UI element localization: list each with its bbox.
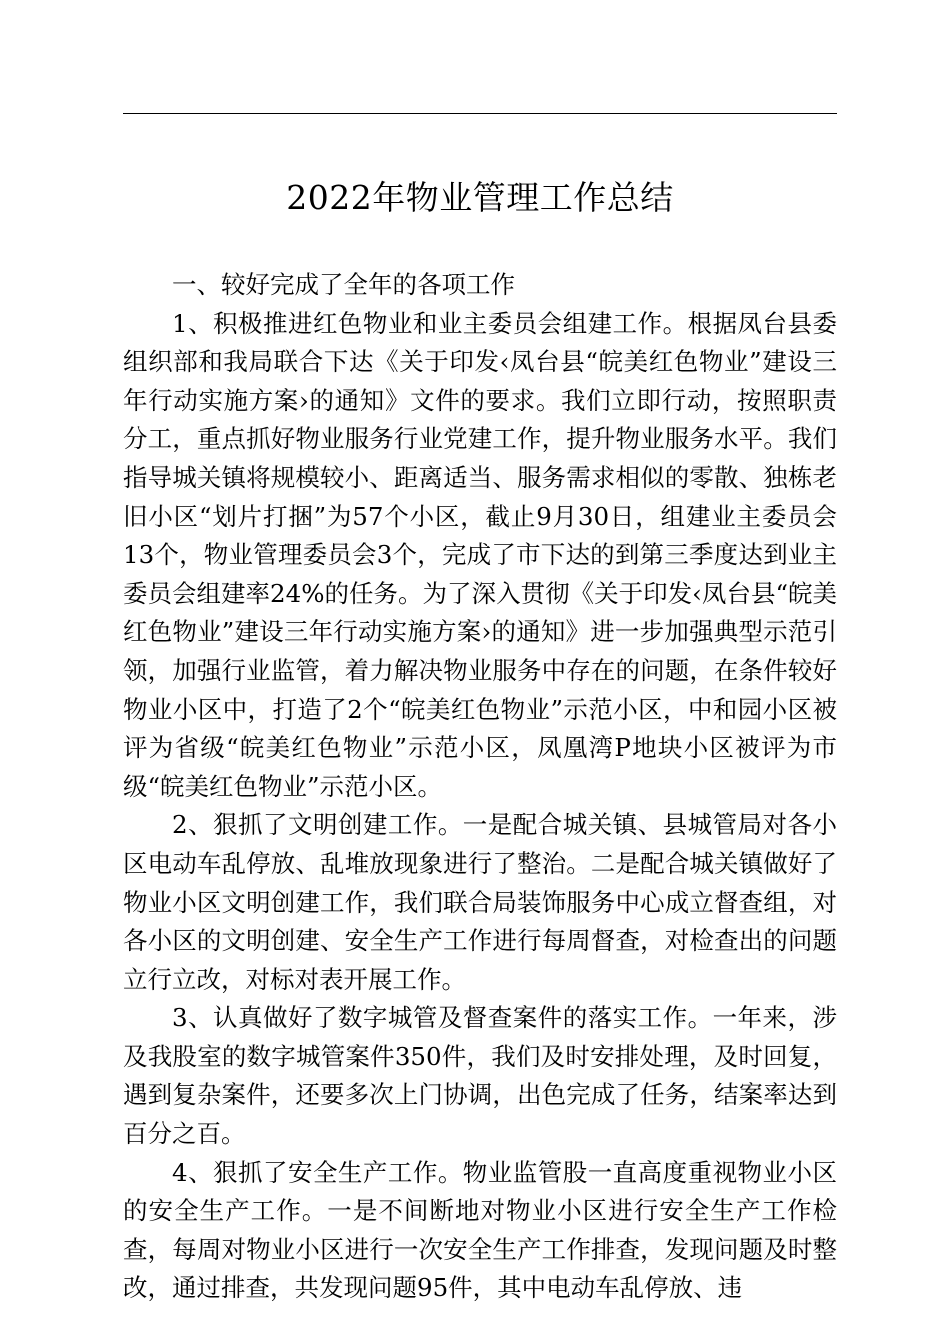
section-heading: 一、较好完成了全年的各项工作 [172, 270, 515, 299]
paragraph-red-property: 1、积极推进红色物业和业主委员会组建工作。根据凤台县委组织部和我局联合下达《关于印发‹凤台县“皖美红色物业”建设三年行动实施方案›的通知》文件的要求。我们立即行动，按照职责分工，重点抓好物业服务行业党建工作，提升物业服务水平。我们指导城关镇将规模较小、距离适当、服务需求相似的零散、独栋老旧小区“划片打捆”为57个小区，截止9月30日，组建业主委员会13个，物业管理委员会3个，完成了市下达的到第三季度达到业主委员会组建率24%的任务。为了深入贯彻《关于印发‹凤台县“皖美红色物业”建设三年行动实施方案›的通知》进一步加强典型示范引领，加强行业监管，着力解决物业服务中存在的问题，在条件较好物业小区中，打造了2个“皖美红色物业”示范小区，中和园小区被评为省级“皖美红色物业”示范小区，凤凰湾P地块小区被评为市级“皖美红色物业”示范小区。 [123, 308, 837, 801]
paragraph-digital-city: 3、认真做好了数字城管及督查案件的落实工作。一年来，涉及我股室的数字城管案件350件，我们及时安排处理，及时回复，遇到复杂案件，还要多次上门协调，出色完成了任务，结案率达到百分之百。 [123, 1003, 837, 1149]
paragraph-safety: 4、狠抓了安全生产工作。物业监管股一直高度重视物业小区的安全生产工作。一是不间断地对物业小区进行安全生产工作检查，每周对物业小区进行一次安全生产工作排查，发现问题及时整改，通过排查，共发现问题95件，其中电动车乱停放、违 [123, 1157, 837, 1303]
paragraph-civilization: 2、狠抓了文明创建工作。一是配合城关镇、县城管局对各小区电动车乱停放、乱堆放现象进行了整治。二是配合城关镇做好了物业小区文明创建工作，我们联合局装饰服务中心成立督查组，对各小区的文明创建、安全生产工作进行每周督查，对检查出的问题立行立改，对标对表开展工作。 [123, 810, 837, 994]
document-title: 2022年物业管理工作总结 [286, 178, 674, 217]
header-rule [123, 113, 837, 114]
document-body [123, 266, 837, 1308]
